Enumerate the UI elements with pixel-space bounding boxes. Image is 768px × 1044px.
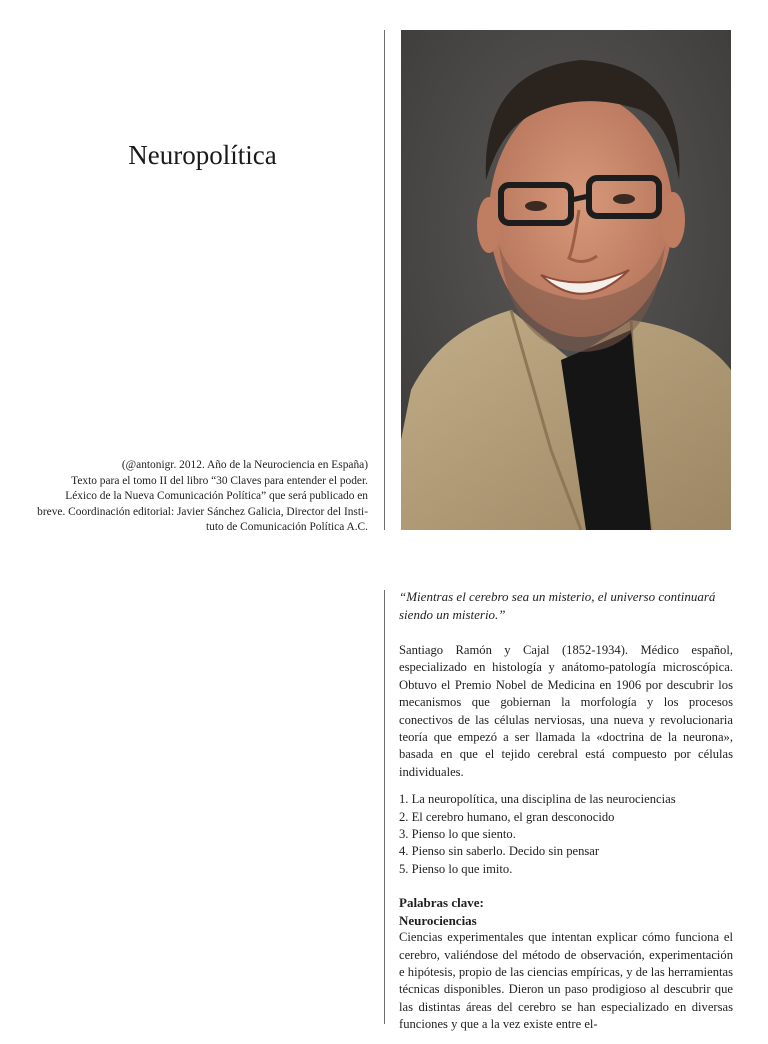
credit-line: (@antonigr. 2012. Año de la Neurociencia en España) (121, 459, 368, 471)
bottom-divider-line (384, 590, 385, 1024)
portrait-illustration (401, 30, 731, 530)
list-item: 1. La neuropolítica, una disciplina de las neurociencias (399, 792, 676, 807)
keyword-term: Neurociencias (399, 912, 477, 928)
keyword-definition: Ciencias experimentales que intentan explicar cómo funciona el cerebro, valiéndose del método de observación, experimentación e hipótesis, propio de las ciencias empíricas, y de las herramientas técnicas disponibles. Dieron un paso prodigioso al descubrir que las distintas áreas del cerebro se han especializado en diversas funciones y que a la vez existe entre el- (399, 930, 733, 1032)
keywords-heading: Palabras clave: (399, 895, 484, 911)
credit-line: Texto para el tomo II del libro “30 Claves para entender el poder. (71, 474, 368, 487)
list-item: 4. Pienso sin saberlo. Decido sin pensar (399, 844, 600, 859)
article-column (399, 588, 733, 1044)
author-portrait-photo (401, 30, 731, 530)
page-title: Neuropolítica (128, 140, 277, 170)
list-item: 2. El cerebro humano, el gran desconocido (399, 809, 615, 824)
credit-line: tuto de Comunicación Política A.C. (206, 521, 368, 534)
list-item: 3. Pienso lo que siento. (399, 827, 516, 842)
credit-block (20, 458, 368, 536)
credit-line: breve. Coordinación editorial: Javier Sánchez Galicia, Director del Insti- (37, 505, 368, 518)
credit-line: Léxico de la Nueva Comunicación Política” que será publicado en (65, 490, 368, 503)
intro-paragraph: Santiago Ramón y Cajal (1852-1934). Médico español, especializado en histología y anátomo-patología microscópica. Obtuvo el Premio Nobel de Medicina en 1906 por descubrir los mecanismos que gobiernan la morfología y los procesos conectivos de las células nerviosas, una nueva y revolucionaria teoría que empezó a ser llamada la «doctrina de la neurona», basada en que el tejido cerebral está compuesto por células individuales. (399, 643, 733, 779)
top-divider-line (384, 30, 385, 530)
chapter-list (399, 791, 733, 878)
list-item: 5. Pienso lo que imito. (399, 861, 513, 876)
epigraph-quote: “Mientras el cerebro sea un misterio, el universo continuará siendo un misterio.” (399, 589, 716, 622)
